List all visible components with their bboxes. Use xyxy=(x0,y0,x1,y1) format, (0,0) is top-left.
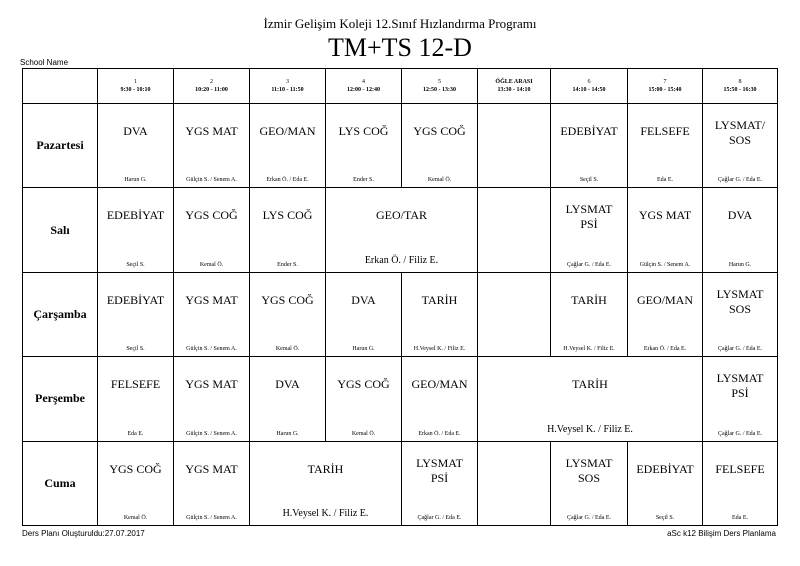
lunch-break-cell xyxy=(478,272,551,356)
lesson-cell: TARİH H.Veysel K. / Filiz E. xyxy=(478,357,703,441)
created-date: Ders Planı Oluşturuldu:27.07.2017 xyxy=(22,529,145,538)
lesson-cell: YGS MAT Gülçin S. / Senem A. xyxy=(174,357,250,441)
lesson-cell: FELSEFE Eda E. xyxy=(703,441,778,525)
lesson-cell: LYSMAT SOS Çağlar G. / Eda E. xyxy=(703,272,778,356)
lesson-cell: YGS MAT Gülçin S. / Senem A. xyxy=(174,441,250,525)
lunch-break-cell xyxy=(478,441,551,525)
lesson-cell: LYSMAT PSİ Çağlar G. / Eda E. xyxy=(551,188,628,272)
lesson-cell: YGS COĞ Kemal Ö. xyxy=(402,104,478,188)
corner-cell xyxy=(23,69,98,104)
period-header-row xyxy=(23,69,778,104)
day-row-carsamba xyxy=(23,272,778,356)
lesson-cell: GEO/MAN Erkan Ö. / Eda E. xyxy=(402,357,478,441)
day-row-sali xyxy=(23,188,778,272)
school-name-label: School Name xyxy=(20,58,69,67)
lesson-cell: LYSMAT/ SOS Çağlar G. / Eda E. xyxy=(703,104,778,188)
lesson-cell: YGS MAT Gülçin S. / Senem A. xyxy=(174,272,250,356)
lesson-cell: TARİH H.Veysel K. / Filiz E. xyxy=(402,272,478,356)
period-header: 1 9:30 - 10:10 xyxy=(98,69,174,104)
lesson-cell: EDEBİYAT Seçil S. xyxy=(628,441,703,525)
lesson-cell: FELSEFE Eda E. xyxy=(628,104,703,188)
period-header: 5 12:50 - 13:30 xyxy=(402,69,478,104)
lesson-cell: GEO/MAN Erkan Ö. / Eda E. xyxy=(250,104,326,188)
lesson-cell: GEO/MAN Erkan Ö. / Eda E. xyxy=(628,272,703,356)
lesson-cell: YGS MAT Gülçin S. / Senem A. xyxy=(628,188,703,272)
lesson-cell: YGS COĞ Kemal Ö. xyxy=(174,188,250,272)
lesson-cell: LYSMAT PSİ Çağlar G. / Eda E. xyxy=(402,441,478,525)
day-row-cuma xyxy=(23,441,778,525)
lesson-cell: FELSEFE Eda E. xyxy=(98,357,174,441)
lesson-cell: YGS COĞ Kemal Ö. xyxy=(98,441,174,525)
school-title: İzmir Gelişim Koleji 12.Sınıf Hızlandırma Programı xyxy=(263,16,537,31)
lesson-cell: EDEBİYAT Seçil S. xyxy=(551,104,628,188)
lunch-break-cell xyxy=(478,104,551,188)
lunch-header: ÖĞLE ARASI 13:30 - 14:10 xyxy=(478,69,551,104)
lesson-cell: LYS COĞ Ender S. xyxy=(250,188,326,272)
day-label: Salı xyxy=(23,188,98,272)
lesson-cell: DVA Harun G. xyxy=(250,357,326,441)
day-row-persembe xyxy=(23,357,778,441)
lesson-cell: DVA Harun G. xyxy=(98,104,174,188)
lesson-cell: DVA Harun G. xyxy=(703,188,778,272)
period-header: 3 11:10 - 11:50 xyxy=(250,69,326,104)
timetable xyxy=(22,68,778,526)
period-header: 4 12:00 - 12:40 xyxy=(326,69,402,104)
class-title: TM+TS 12-D xyxy=(328,33,472,62)
period-header: 2 10:20 - 11:00 xyxy=(174,69,250,104)
lesson-cell: GEO/TAR Erkan Ö. / Filiz E. xyxy=(326,188,478,272)
day-label: Çarşamba xyxy=(23,272,98,356)
day-row-pazartesi xyxy=(23,104,778,188)
lesson-cell: EDEBİYAT Seçil S. xyxy=(98,188,174,272)
lesson-cell: YGS MAT Gülçin S. / Senem A. xyxy=(174,104,250,188)
lesson-cell: LYSMAT PSİ Çağlar G. / Eda E. xyxy=(703,357,778,441)
lesson-cell: YGS COĞ Kemal Ö. xyxy=(250,272,326,356)
lesson-cell: YGS COĞ Kemal Ö. xyxy=(326,357,402,441)
day-label: Cuma xyxy=(23,441,98,525)
lesson-cell: EDEBİYAT Seçil S. xyxy=(98,272,174,356)
day-label: Perşembe xyxy=(23,357,98,441)
period-header: 8 15:50 - 16:30 xyxy=(703,69,778,104)
lesson-cell: LYS COĞ Ender S. xyxy=(326,104,402,188)
lunch-break-cell xyxy=(478,188,551,272)
period-header: 6 14:10 - 14:50 xyxy=(551,69,628,104)
software-credit: aSc k12 Bilişim Ders Planlama xyxy=(667,529,776,538)
period-header: 7 15:00 - 15:40 xyxy=(628,69,703,104)
lesson-cell: TARİH H.Veysel K. / Filiz E. xyxy=(551,272,628,356)
day-label: Pazartesi xyxy=(23,104,98,188)
lesson-cell: DVA Harun G. xyxy=(326,272,402,356)
lesson-cell: TARİH H.Veysel K. / Filiz E. xyxy=(250,441,402,525)
lesson-cell: LYSMAT SOS Çağlar G. / Eda E. xyxy=(551,441,628,525)
